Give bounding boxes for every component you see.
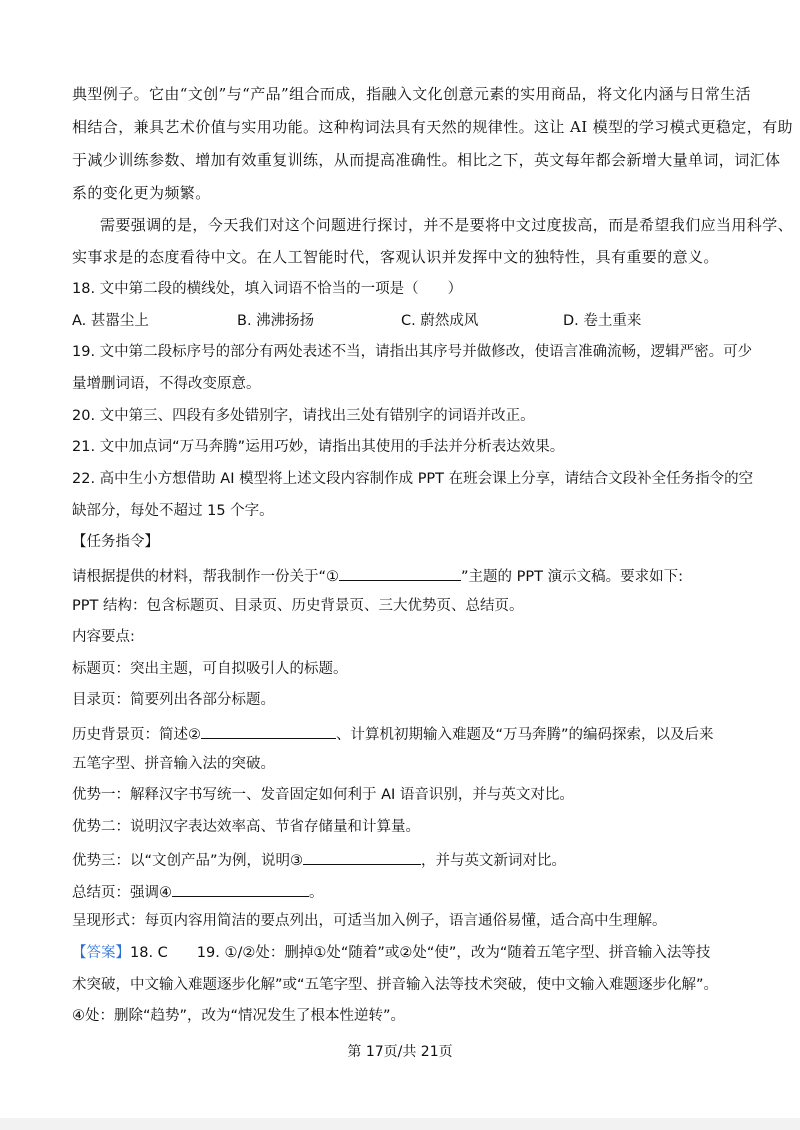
task-intro-before: 请根据提供的材料，帮我制作一份关于“① — [72, 569, 340, 585]
task-structure: PPT 结构：包含标题页、目录页、历史背景页、三大优势页、总结页。 — [72, 598, 524, 614]
question-18: 18. 文中第二段的横线处，填入词语不恰当的一项是（ ） — [72, 281, 463, 297]
answer-text-1: 18. C 19. ①/②处：删掉①处“随着”或②处“使”，改为“随着五笔字型、拼音输入法等技 — [130, 945, 711, 961]
task-title-page: 标题页：突出主题，可自拟吸引人的标题。 — [72, 661, 348, 677]
answer-tag: 【答案】 — [72, 945, 130, 961]
question-22-line1: 22. 高中生小方想借助 AI 模型将上述文段内容制作成 PPT 在班会课上分享，请结合文段补全任务指令的空 — [72, 471, 754, 487]
q18-option-c: C. 蔚然成风 — [401, 313, 479, 329]
passage-p2-line2: 实事求是的态度看待中文。在人工智能时代，客观认识并发挥中文的独特性，具有重要的意义。 — [72, 248, 719, 266]
task-presentation: 呈现形式：每页内容用简洁的要点列出，可适当加入例子，语言通俗易懂，适合高中生理解。 — [72, 913, 667, 929]
task-history-before: 历史背景页：简述② — [72, 727, 201, 743]
task-advantage-2: 优势二：说明汉字表达效率高、节省存储量和计算量。 — [72, 819, 420, 835]
passage-p1-line4: 系的变化更为频繁。 — [72, 184, 211, 202]
task-history-line2: 五笔字型、拼音输入法的突破。 — [72, 756, 275, 772]
passage-p1-line2: 相结合，兼具艺术价值与实用功能。这种构词法具有天然的规律性。这让 AI 模型的学习模式更稳定，有助 — [72, 118, 793, 136]
answer-line1 — [72, 943, 710, 963]
task-intro-after: ”主题的 PPT 演示文稿。要求如下: — [461, 569, 683, 585]
task-advantage-3 — [72, 848, 566, 871]
answer-line2: 术突破，中文输入难题逐步化解”或“五笔字型、拼音输入法等技术突破，使中文输入难题逐步化解”。 — [72, 977, 719, 993]
task-history — [72, 722, 714, 745]
q18-option-a: A. 甚嚣尘上 — [72, 313, 149, 329]
blank-3 — [303, 848, 421, 865]
task-summary-before: 总结页：强调④ — [72, 885, 172, 901]
question-22-line2: 缺部分，每处不超过 15 个字。 — [72, 503, 274, 519]
task-adv3-before: 优势三：以“文创产品”为例，说明③ — [72, 853, 304, 869]
blank-2 — [201, 722, 336, 739]
task-summary-after: 。 — [309, 885, 324, 901]
answer-line3: ④处：删除“趋势”，改为“情况发生了根本性逆转”。 — [72, 1008, 406, 1024]
q18-option-b: B. 沸沸扬扬 — [237, 313, 315, 329]
question-21: 21. 文中加点词“万马奔腾”运用巧妙，请指出其使用的手法并分析表达效果。 — [72, 439, 565, 455]
task-adv3-after: ，并与英文新词对比。 — [421, 853, 567, 869]
blank-4 — [172, 880, 309, 897]
task-intro — [72, 564, 683, 587]
q18-option-d: D. 卷土重来 — [563, 313, 642, 329]
passage-p1-line1: 典型例子。它由“文创”与“产品”组合而成，指融入文化创意元素的实用商品，将文化内涵与日常生活 — [72, 85, 752, 103]
task-history-after: 、计算机初期输入难题及“万马奔腾”的编码探索，以及后来 — [336, 727, 714, 743]
task-toc-page: 目录页：简要列出各部分标题。 — [72, 692, 275, 708]
question-19-line2: 量增删词语，不得改变原意。 — [72, 376, 261, 392]
task-content-points: 内容要点: — [72, 629, 135, 645]
passage-p2-line1: 需要强调的是，今天我们对这个问题进行探讨，并不是要将中文过度拔高，而是希望我们应当用科学、 — [100, 216, 794, 234]
blank-1 — [339, 564, 461, 581]
task-header: 【任务指令】 — [72, 534, 159, 550]
page-number: 第 17页/共 21页 — [347, 1044, 453, 1060]
task-summary — [72, 880, 324, 903]
task-advantage-1: 优势一：解释汉字书写统一、发音固定如何利于 AI 语音识别，并与英文对比。 — [72, 787, 574, 803]
question-19-line1: 19. 文中第二段标序号的部分有两处表述不当，请指出其序号并做修改，使语言准确流畅，逻辑严密。可少 — [72, 344, 753, 360]
page-bottom-edge — [0, 1118, 800, 1130]
passage-p1-line3: 于减少训练参数、增加有效重复训练，从而提高准确性。相比之下，英文每年都会新增大量单词，词汇体 — [72, 151, 781, 169]
question-20: 20. 文中第三、四段有多处错别字，请找出三处有错别字的词语并改正。 — [72, 408, 535, 424]
